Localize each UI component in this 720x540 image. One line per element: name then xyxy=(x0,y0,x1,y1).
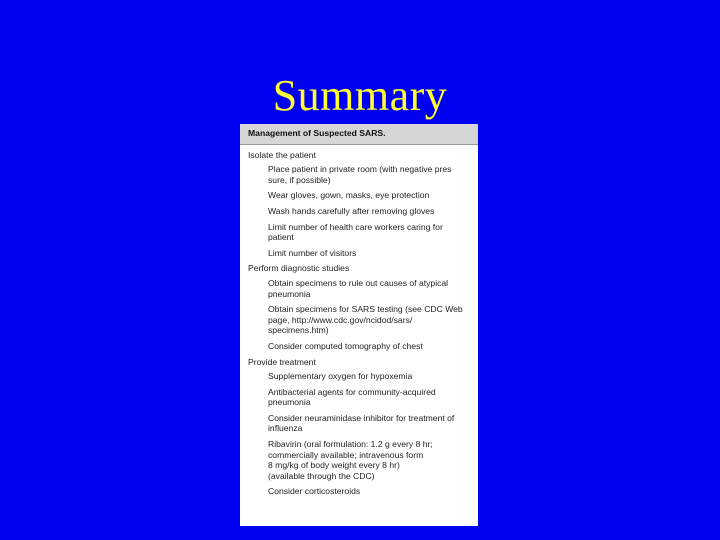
list-item-text: Obtain specimens to rule out causes of atypical xyxy=(268,277,449,288)
list-item-text: page, http://www.cdc.gov/ncidod/sars/ xyxy=(268,314,413,325)
list-item xyxy=(254,387,472,408)
slide-title: Summary xyxy=(272,71,448,120)
list-item xyxy=(254,222,472,243)
list-item-text: 8 mg/kg of body weight every 8 hr) xyxy=(268,460,400,471)
list-item-text: Antibacterial agents for community-acquired xyxy=(268,386,436,397)
list-item-text: Limit number of visitors xyxy=(268,247,357,258)
list-item xyxy=(254,190,472,201)
list-item-text: commercially available; intravenous form xyxy=(268,449,424,460)
list-item xyxy=(254,206,472,217)
list-item xyxy=(254,371,472,382)
list-item-text: Ribavirin (oral formulation: 1.2 g every 8 hr; xyxy=(268,439,433,450)
section-heading: Isolate the patient xyxy=(248,149,316,160)
sars-management-table xyxy=(240,124,478,526)
list-item xyxy=(254,248,472,259)
list-item-text: Supplementary oxygen for hypoxemia xyxy=(268,371,413,382)
list-item xyxy=(254,439,472,481)
list-item-text: Consider corticosteroids xyxy=(268,486,361,497)
table-header: Management of Suspected SARS. xyxy=(240,124,478,145)
list-item xyxy=(254,341,472,352)
table-section xyxy=(248,357,472,498)
list-item xyxy=(254,486,472,497)
list-item-text: Wear gloves, gown, masks, eye protection xyxy=(268,190,430,201)
list-item-text: sure, if possible) xyxy=(268,174,331,185)
list-item xyxy=(254,413,472,434)
section-heading: Provide treatment xyxy=(248,356,316,367)
list-item-text: specimens.htm) xyxy=(268,325,329,336)
list-item-text: Limit number of health care workers caring for xyxy=(268,221,443,232)
list-item-text: pneumonia xyxy=(268,397,311,408)
list-item xyxy=(254,304,472,336)
list-item xyxy=(254,164,472,185)
list-item-text: patient xyxy=(268,232,294,243)
list-item-text: influenza xyxy=(268,423,303,434)
list-item-text: Obtain specimens for SARS testing (see CDC Web xyxy=(268,304,463,315)
list-item-text: Wash hands carefully after removing gloves xyxy=(268,205,435,216)
list-item-text: pneumonia xyxy=(268,288,311,299)
table-body xyxy=(240,145,478,497)
list-item-text: (available through the CDC) xyxy=(268,470,375,481)
list-item xyxy=(254,278,472,299)
list-item-text: Consider neuraminidase inhibitor for treatment of xyxy=(268,412,455,423)
table-section xyxy=(248,263,472,351)
list-item-text: Consider computed tomography of chest xyxy=(268,340,423,351)
section-heading: Perform diagnostic studies xyxy=(248,263,350,274)
list-item-text: Place patient in private room (with negative pres xyxy=(268,164,452,175)
table-section xyxy=(248,150,472,259)
